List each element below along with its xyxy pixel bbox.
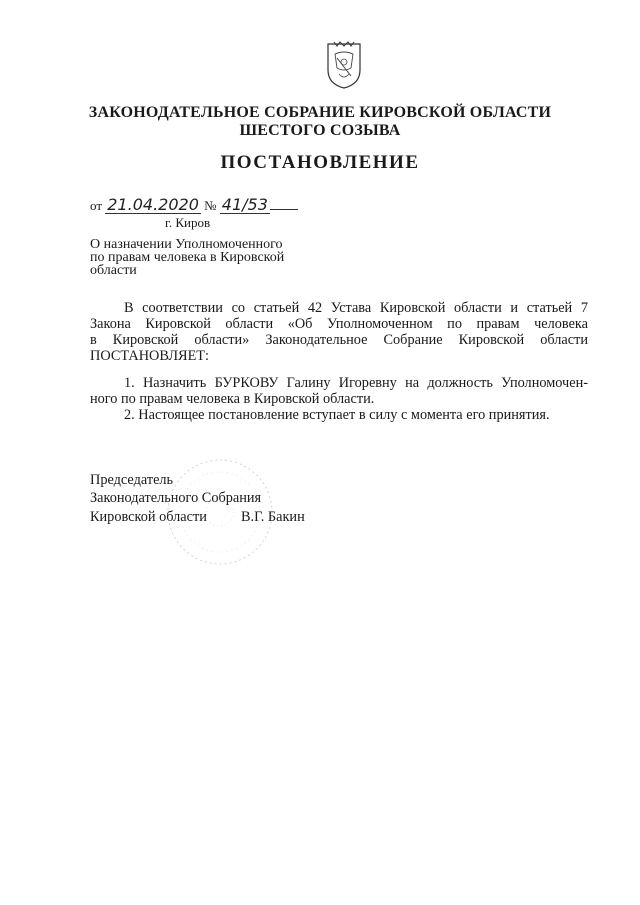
body-line: ПОСТАНОВЛЯЕТ: — [90, 348, 210, 364]
body-line: ного по правам человека в Кировской области. — [90, 391, 375, 407]
from-label: от — [90, 198, 103, 213]
body-line: Закона Кировской области «Об Уполномоченном по правам человека — [90, 316, 588, 332]
body-line: в Кировской области» Законодательное Собрание Кировской области — [90, 332, 588, 348]
subject-line: области — [90, 263, 137, 278]
number-label: № — [204, 198, 217, 213]
signer-title-line3: Кировской области — [90, 509, 207, 525]
document-type-title: ПОСТАНОВЛЕНИЕ — [220, 152, 420, 173]
kirov-region-coat-of-arms-icon — [325, 40, 363, 90]
body-line: 1. Назначить БУРКОВУ Галину Игоревну на должность Уполномочен- — [124, 375, 588, 391]
document-number: 41/53 — [221, 195, 268, 214]
number-underline — [270, 195, 298, 210]
subject-line: по правам человека в Кировской — [90, 250, 285, 265]
org-name-line1: ЗАКОНОДАТЕЛЬНОЕ СОБРАНИЕ КИРОВСКОЙ ОБЛАСТИ — [88, 104, 552, 121]
body-paragraph-3: 2. Настоящее постановление вступает в силу с момента его принятия. — [124, 407, 550, 423]
date-number-line — [90, 195, 298, 214]
body-line: В соответствии со статьей 42 Устава Кировской области и статьей 7 — [124, 300, 588, 316]
body-paragraph-2 — [90, 375, 588, 407]
body-paragraph-1 — [90, 300, 588, 364]
org-name-line2: ШЕСТОГО СОЗЫВА — [239, 122, 401, 139]
document-subject — [90, 238, 320, 277]
signer-title-line2: Законодательного Собрания — [90, 490, 262, 506]
document-date: 21.04.2020 — [107, 195, 199, 214]
city: г. Киров — [165, 215, 211, 230]
signer-name: В.Г. Бакин — [241, 509, 305, 525]
subject-line: О назначении Уполномоченного — [90, 237, 283, 252]
signer-title-line1: Председатель — [90, 472, 174, 488]
